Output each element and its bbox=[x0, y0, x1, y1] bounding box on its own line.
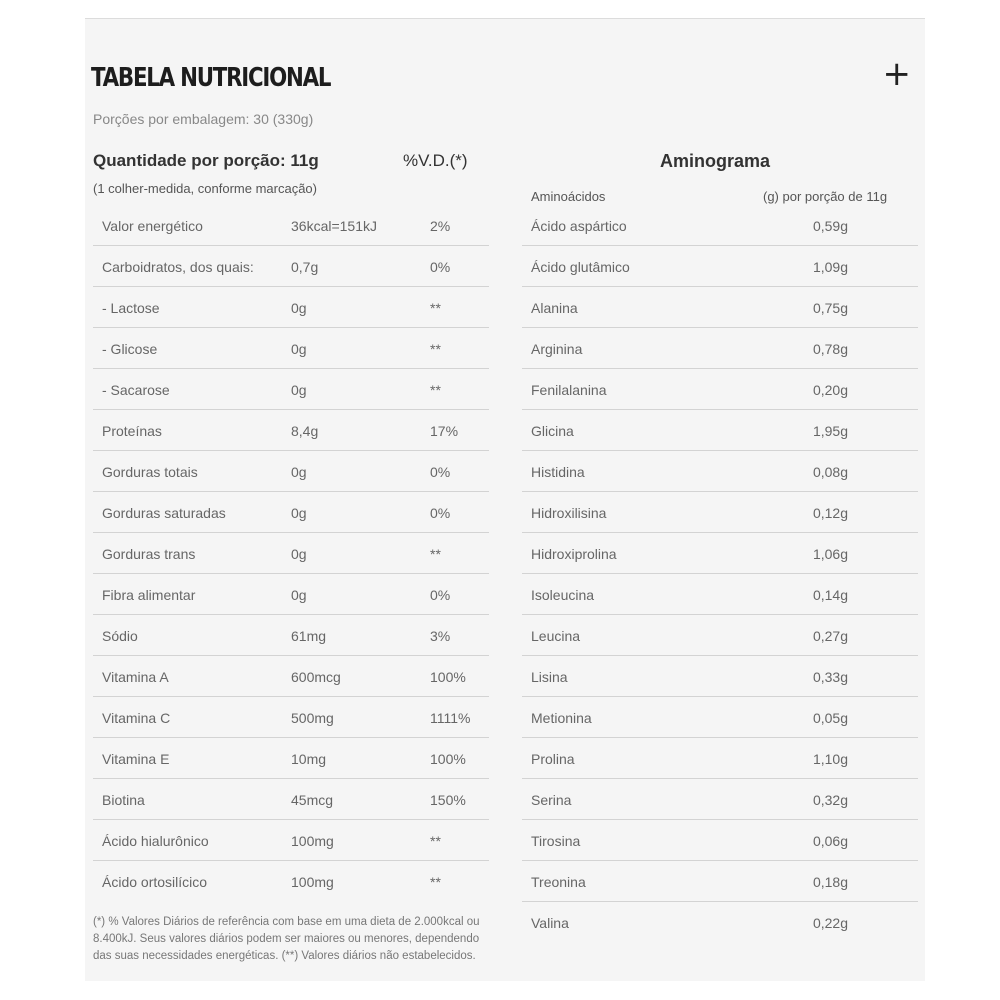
amino-acid-amount: 1,06g bbox=[812, 546, 848, 562]
amino-acid-amount: 1,95g bbox=[812, 423, 848, 439]
amino-acid-name: Prolina bbox=[531, 751, 575, 767]
nutrient-name: Vitamina E bbox=[102, 751, 170, 767]
amino-acid-name: Ácido aspártico bbox=[531, 218, 627, 234]
nutrient-daily-value: 0% bbox=[430, 464, 451, 480]
amino-acid-amount: 0,78g bbox=[812, 341, 848, 357]
amino-acid-name: Hidroxiprolina bbox=[531, 546, 617, 562]
nutrient-amount: 600mcg bbox=[291, 669, 341, 685]
amino-acid-name: Ácido glutâmico bbox=[531, 259, 630, 275]
nutrient-daily-value: 3% bbox=[430, 628, 451, 644]
nutrient-name: Fibra alimentar bbox=[102, 587, 196, 603]
nutrient-amount: 0g bbox=[291, 546, 307, 562]
amino-column-value-header: (g) por porção de 11g bbox=[763, 189, 888, 204]
table-row bbox=[93, 574, 489, 615]
amino-column-name-header: Aminoácidos bbox=[531, 189, 606, 204]
nutrient-daily-value: ** bbox=[430, 300, 441, 316]
servings-per-package: Porções por embalagem: 30 (330g) bbox=[93, 111, 314, 127]
amino-acid-name: Tirosina bbox=[531, 833, 581, 849]
nutrient-amount: 0,7g bbox=[291, 259, 319, 275]
table-row bbox=[522, 533, 918, 574]
table-row bbox=[522, 738, 918, 779]
nutrient-daily-value: 150% bbox=[430, 792, 466, 808]
nutrient-amount: 100mg bbox=[291, 833, 334, 849]
nutrient-amount: 0g bbox=[291, 505, 307, 521]
table-row bbox=[522, 615, 918, 656]
amino-acid-name: Fenilalanina bbox=[531, 382, 607, 398]
table-row bbox=[93, 328, 489, 369]
table-row bbox=[93, 451, 489, 492]
table-row bbox=[93, 738, 489, 779]
table-row bbox=[522, 574, 918, 615]
page-title: TABELA NUTRICIONAL bbox=[91, 63, 331, 93]
nutrient-amount: 500mg bbox=[291, 710, 334, 726]
nutrient-amount: 36kcal=151kJ bbox=[291, 218, 378, 234]
nutrient-daily-value: ** bbox=[430, 341, 441, 357]
amino-acid-name: Alanina bbox=[531, 300, 578, 316]
amino-acid-amount: 0,59g bbox=[812, 218, 848, 234]
serving-measure-note: (1 colher-medida, conforme marcação) bbox=[93, 181, 317, 196]
nutrition-panel bbox=[85, 18, 925, 981]
table-row bbox=[93, 205, 489, 246]
amino-acid-name: Lisina bbox=[531, 669, 568, 685]
nutrient-name: Ácido hialurônico bbox=[102, 833, 209, 849]
nutrient-amount: 0g bbox=[291, 341, 307, 357]
nutrient-daily-value: 100% bbox=[430, 751, 466, 767]
nutrient-daily-value: 1111% bbox=[430, 710, 471, 726]
nutrient-name: Biotina bbox=[102, 792, 145, 808]
table-row bbox=[93, 533, 489, 574]
nutrient-daily-value: 0% bbox=[430, 587, 451, 603]
table-row bbox=[93, 820, 489, 861]
table-row bbox=[93, 697, 489, 738]
table-row bbox=[522, 779, 918, 820]
nutrient-daily-value: ** bbox=[430, 833, 441, 849]
nutrient-amount: 8,4g bbox=[291, 423, 319, 439]
nutrient-daily-value: ** bbox=[430, 546, 441, 562]
nutrient-name: Carboidratos, dos quais: bbox=[102, 259, 254, 275]
amino-acid-amount: 0,33g bbox=[812, 669, 848, 685]
table-row bbox=[93, 492, 489, 533]
table-row bbox=[522, 410, 918, 451]
table-row bbox=[522, 861, 918, 902]
amino-acid-amount: 0,08g bbox=[812, 464, 848, 480]
nutrient-amount: 0g bbox=[291, 382, 307, 398]
nutrient-amount: 0g bbox=[291, 300, 307, 316]
nutrient-name: Gorduras totais bbox=[102, 464, 198, 480]
nutrient-amount: 61mg bbox=[291, 628, 327, 644]
table-row bbox=[522, 697, 918, 738]
nutrient-name: Vitamina A bbox=[102, 669, 169, 685]
amino-acid-amount: 0,12g bbox=[812, 505, 848, 521]
table-row bbox=[522, 656, 918, 697]
daily-value-header: %V.D.(*) bbox=[403, 151, 468, 170]
amino-acid-name: Serina bbox=[531, 792, 572, 808]
nutrient-daily-value: 0% bbox=[430, 259, 451, 275]
amino-acid-amount: 0,20g bbox=[812, 382, 848, 398]
amino-acid-name: Glicina bbox=[531, 423, 574, 439]
amino-acid-name: Hidroxilisina bbox=[531, 505, 607, 521]
amino-acid-amount: 0,75g bbox=[812, 300, 848, 316]
table-row bbox=[522, 328, 918, 369]
footnote: (*) % Valores Diários de referência com base em uma dieta de 2.000kcal ou 8.400kJ. Seus valores diários podem ser maiores ou menores, dependendo das suas necessidades energéticas. (**) Valores diários não estabelecidos. bbox=[93, 916, 480, 962]
amino-acid-name: Histidina bbox=[531, 464, 585, 480]
table-row bbox=[93, 656, 489, 697]
table-row bbox=[522, 369, 918, 410]
table-row bbox=[522, 820, 918, 861]
table-row bbox=[93, 287, 489, 328]
nutrient-amount: 100mg bbox=[291, 874, 334, 890]
nutrient-name: - Sacarose bbox=[102, 382, 170, 398]
table-row bbox=[93, 615, 489, 656]
amino-acid-name: Valina bbox=[531, 915, 569, 931]
table-row bbox=[93, 369, 489, 410]
table-row bbox=[522, 205, 918, 246]
nutrient-name: Gorduras saturadas bbox=[102, 505, 226, 521]
nutrient-daily-value: ** bbox=[430, 874, 441, 890]
nutrient-amount: 0g bbox=[291, 464, 307, 480]
amino-acid-amount: 0,22g bbox=[812, 915, 848, 931]
amino-acid-amount: 1,10g bbox=[812, 751, 848, 767]
table-row bbox=[93, 779, 489, 820]
nutrient-daily-value: 0% bbox=[430, 505, 451, 521]
amino-acid-amount: 0,14g bbox=[812, 587, 848, 603]
nutrient-name: - Lactose bbox=[102, 300, 160, 316]
amino-acid-name: Metionina bbox=[531, 710, 592, 726]
table-row bbox=[93, 246, 489, 287]
amino-acid-name: Leucina bbox=[531, 628, 581, 644]
amino-acid-amount: 0,06g bbox=[812, 833, 848, 849]
amino-acid-amount: 0,05g bbox=[812, 710, 848, 726]
amino-acid-name: Treonina bbox=[531, 874, 586, 890]
nutrient-daily-value: 17% bbox=[430, 423, 459, 439]
nutrient-name: Vitamina C bbox=[102, 710, 171, 726]
table-row bbox=[522, 246, 918, 287]
expand-plus-icon[interactable]: + bbox=[882, 54, 911, 94]
nutrient-daily-value: 2% bbox=[430, 218, 451, 234]
nutrient-amount: 0g bbox=[291, 587, 307, 603]
nutrient-daily-value: 100% bbox=[430, 669, 466, 685]
aminogram-table bbox=[522, 205, 918, 942]
table-row bbox=[522, 287, 918, 328]
amino-acid-amount: 0,18g bbox=[812, 874, 848, 890]
table-row bbox=[522, 902, 918, 942]
table-row bbox=[522, 492, 918, 533]
nutrient-name: Sódio bbox=[102, 628, 138, 644]
nutrient-name: Ácido ortosilícico bbox=[102, 874, 208, 890]
nutrient-name: Proteínas bbox=[102, 423, 162, 439]
nutrient-name: Gorduras trans bbox=[102, 546, 196, 562]
nutrient-daily-value: ** bbox=[430, 382, 441, 398]
amino-acid-amount: 1,09g bbox=[812, 259, 848, 275]
aminogram-title: Aminograma bbox=[660, 151, 771, 171]
amino-acid-amount: 0,32g bbox=[812, 792, 848, 808]
amino-acid-amount: 0,27g bbox=[812, 628, 848, 644]
table-row bbox=[93, 861, 489, 901]
table-row bbox=[522, 451, 918, 492]
nutrient-name: - Glicose bbox=[102, 341, 158, 357]
nutrient-amount: 10mg bbox=[291, 751, 327, 767]
amino-acid-name: Arginina bbox=[531, 341, 583, 357]
amino-acid-name: Isoleucina bbox=[531, 587, 595, 603]
nutrient-amount: 45mcg bbox=[291, 792, 334, 808]
nutrient-name: Valor energético bbox=[102, 218, 203, 234]
nutrition-table bbox=[93, 205, 489, 901]
table-row bbox=[93, 410, 489, 451]
serving-size-header: Quantidade por porção: 11g bbox=[93, 151, 319, 170]
